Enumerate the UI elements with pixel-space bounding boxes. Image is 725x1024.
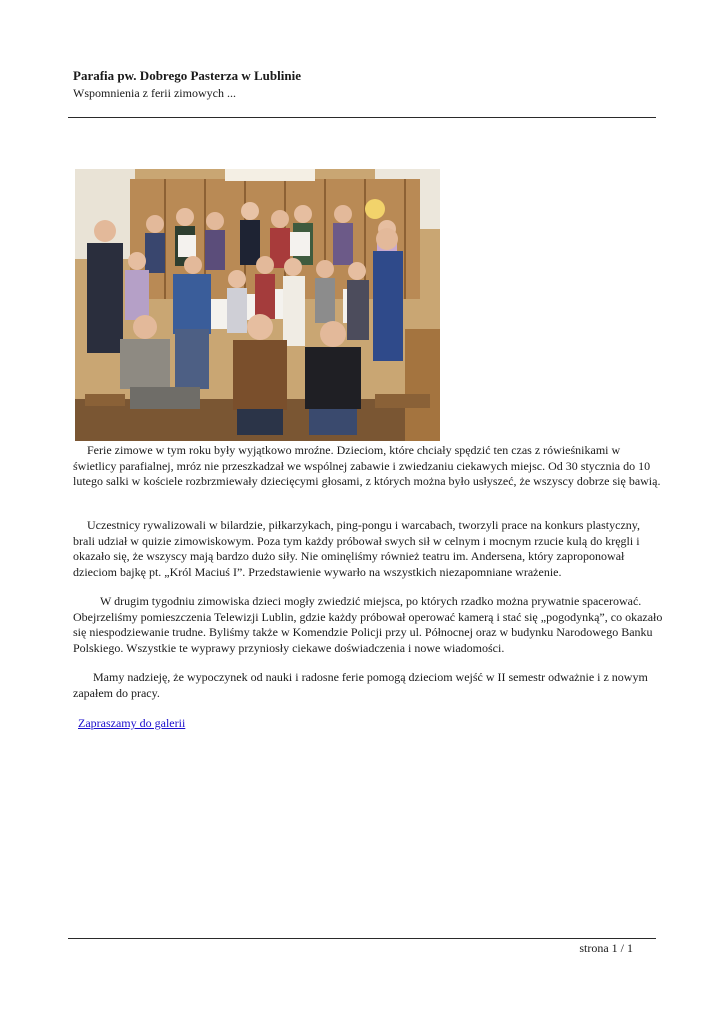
page-title: Parafia pw. Dobrego Pasterza w Lublinie bbox=[73, 68, 301, 83]
article-paragraph bbox=[73, 518, 663, 580]
paragraph-text: Ferie zimowe w tym roku były wyjątkowo mroźne. Dzieciom, które chciały spędzić ten czas z rówieśnikami w świetlicy parafialnej, mróz nie przeszkadzał we wspólnej zabawie i zwiedzaniu ciekawych miejsc. Od 30 stycznia do 10 lutego salki w kościele rozbrzmiewały dziecięcymi głosami, z których można było usłyszeć, że wszyscy dobrze się bawią. bbox=[73, 443, 661, 488]
header-divider bbox=[68, 117, 656, 118]
paragraph-text: W drugim tygodniu zimowiska dzieci mogły zwiedzić miejsca, po których rzadko można prywatnie spacerować. Obejrzeliśmy pomieszczenia Telewizji Lublin, gdzie każdy próbował operować kamerą i stać się „pogodynką”, co okazało się niespodziewanie trudne. Byliśmy także w Komendzie Policji przy ul. Północnej oraz w budynku Narodowego Banku Polskiego. Wszystkie te wyprawy przyniosły ciekawe doświadczenia i nowe wiadomości. bbox=[73, 594, 663, 655]
group-photo bbox=[75, 169, 440, 441]
paragraph-text: Mamy nadzieję, że wypoczynek od nauki i radosne ferie pomogą dzieciom wejść w II semestr odważnie i z nowym zapałem do pracy. bbox=[73, 670, 648, 700]
page-subtitle: Wspomnienia z ferii zimowych ... bbox=[73, 86, 236, 100]
article-paragraph bbox=[73, 594, 663, 656]
footer-divider bbox=[68, 938, 656, 939]
paragraph-text: Uczestnicy rywalizowali w bilardzie, piłkarzykach, ping-pongu i warcabach, tworzyli prace na konkurs plastyczny, brali udział w quizie zimowiskowym. Poza tym każdy próbował swych sił w celnym i mocnym rzucie kulą do kręgli i okazało się, że wszyscy mają bardzo dużo siły. Nie ominęliśmy również teatru im. Andersena, który zaproponował dzieciom bajkę pt. „Król Maciuś I”. Przedstawienie wywarło na wszystkich niezapomniane wrażenie. bbox=[73, 518, 641, 579]
article-paragraph bbox=[73, 670, 663, 701]
gallery-link[interactable]: Zapraszamy do galerii bbox=[78, 716, 186, 730]
article-paragraph bbox=[73, 443, 663, 490]
page-number: strona 1 / 1 bbox=[579, 941, 633, 955]
